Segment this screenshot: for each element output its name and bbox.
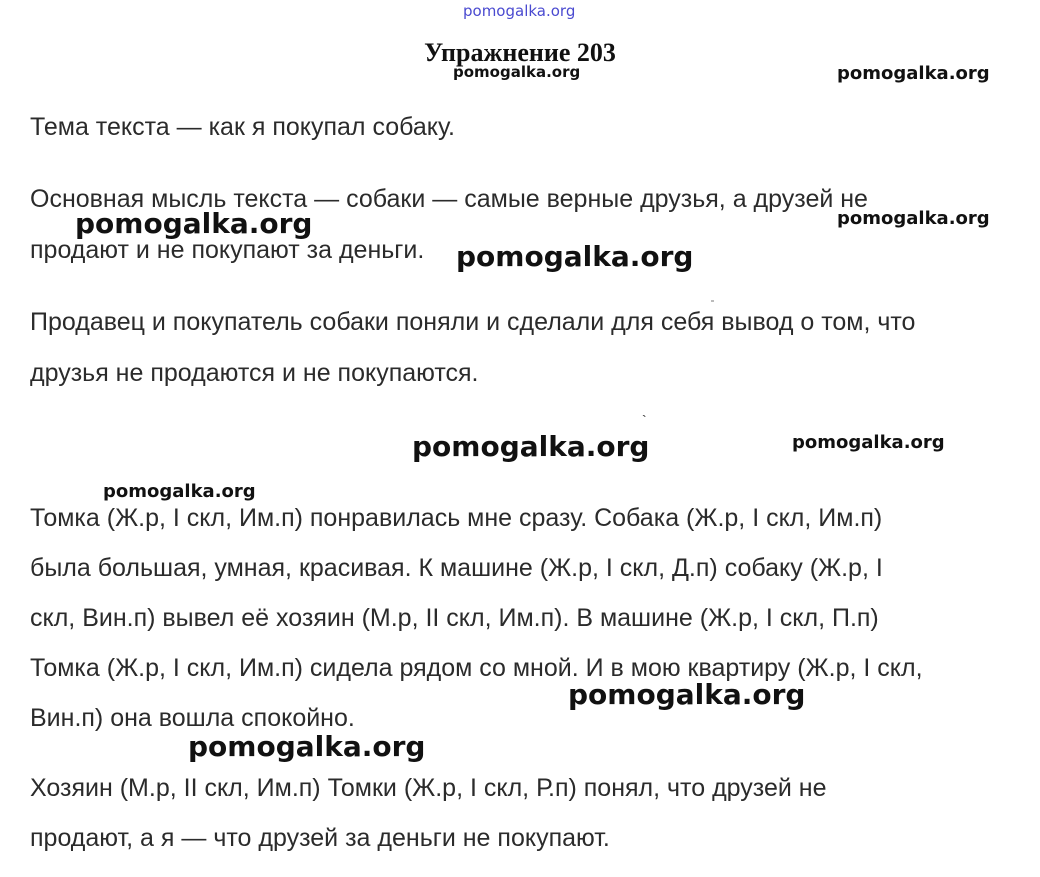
watermark: pomogalka.org [453,63,581,81]
scan-speck [711,300,714,302]
text-line: Вин.п) она вошла спокойно. [30,704,355,732]
watermark: pomogalka.org [412,430,650,463]
text-line: продают, а я — что друзей за деньги не покупают. [30,824,610,852]
watermark: pomogalka.org [568,678,806,711]
text-line: Тема текста — как я покупал собаку. [30,113,455,141]
text-line: Продавец и покупатель собаки поняли и сделали для себя вывод о том, что [30,308,916,336]
watermark: pomogalka.org [75,207,313,240]
text-line: друзья не продаются и не покупаются. [30,359,479,387]
scan-mark: ` [642,412,647,428]
watermark: pomogalka.org [103,481,256,502]
watermark: pomogalka.org [463,2,576,20]
watermark: pomogalka.org [456,240,694,273]
text-line: Томка (Ж.р, I скл, Им.п) сидела рядом со мной. И в мою квартиру (Ж.р, I скл, [30,654,923,682]
watermark: pomogalka.org [188,730,426,763]
exercise-title: Упражнение 203 [424,38,616,67]
text-line: скл, Вин.п) вывел её хозяин (М.р, II скл, Им.п). В машине (Ж.р, I скл, П.п) [30,604,879,632]
watermark: pomogalka.org [837,63,990,84]
text-line: Основная мысль текста — собаки — самые верные друзья, а друзей не [30,185,868,213]
text-line: Хозяин (М.р, II скл, Им.п) Томки (Ж.р, I скл, Р.п) понял, что друзей не [30,774,827,802]
watermark: pomogalka.org [792,432,945,453]
text-line: была большая, умная, красивая. К машине (Ж.р, I скл, Д.п) собаку (Ж.р, I [30,554,883,582]
text-line: продают и не покупают за деньги. [30,236,425,264]
text-line: Томка (Ж.р, I скл, Им.п) понравилась мне сразу. Собака (Ж.р, I скл, Им.п) [30,504,883,532]
watermark: pomogalka.org [837,208,990,229]
